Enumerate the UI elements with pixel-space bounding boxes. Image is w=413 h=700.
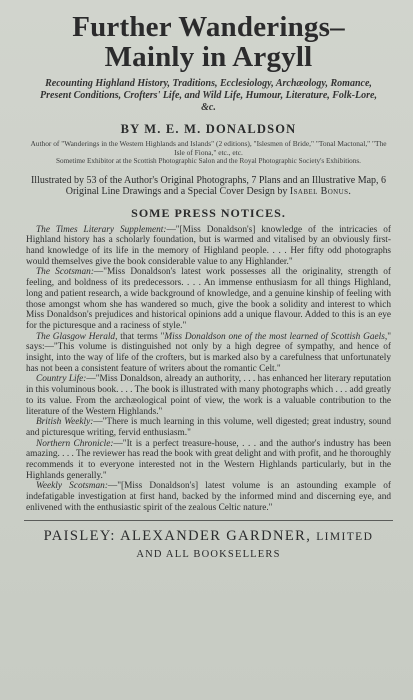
press-notices-heading: SOME PRESS NOTICES. (131, 205, 286, 220)
publisher-name: PAISLEY: ALEXANDER GARDNER, (43, 527, 312, 544)
notice-scotsman (26, 267, 391, 331)
notice-british-weekly (26, 417, 391, 438)
notice-quote: Miss Donaldson one of the most learned of Scottish Gaels, (164, 331, 388, 342)
notice-glasgow-herald (26, 332, 391, 375)
notice-northern-chronicle (26, 439, 391, 482)
notice-source: The Glasgow Herald, (36, 331, 118, 342)
divider-rule (24, 520, 393, 521)
notice-text: —"[Miss Donaldson's] knowledge of the intricacies of Highland history has a scholarly foundation, but is warmed and vitalised by an obviously first-hand knowledge of its life in the memory of Highland people. . . . Her fifty odd photographs would themselves give the book considerable value to any Highlander." (26, 224, 392, 267)
cover-designer: Isabel Bonus. (289, 186, 352, 198)
notice-text: " says:—"This volume is distinguished not only by a high degree of sympathy, and hence of insight, into the way of life of the crofters, but is marked also by a carefulness that unfortunately has not been a consistent feature of writers about the romantic Celt." (26, 331, 391, 374)
notice-country-life (26, 374, 391, 417)
publisher-line (26, 528, 391, 545)
notice-text: —"Miss Donaldson, already an authority, . . . has enhanced her literary reputation in this voluminous book. . . . The book is illustrated with many photographs which . . . add greatly to its value. From the archæological point of view, the work is a valuable contribution to the literature of the Western Highlands." (26, 374, 392, 417)
illustrations-text: Illustrated by 53 of the Author's Original Photographs, 7 Plans and an Illustrative Map, 6 Original Line Drawings and a Special Cover Design by (30, 174, 387, 198)
notice-source: Northern Chronicle: (36, 438, 114, 449)
press-notices (26, 225, 391, 514)
notice-source: Country Life: (36, 374, 87, 385)
illustrations-description (26, 175, 391, 198)
author-line: BY M. E. M. DONALDSON (120, 122, 297, 136)
author-credentials (26, 140, 391, 166)
notice-source: British Weekly: (36, 417, 94, 428)
title-line-2: Mainly in Argyll (104, 41, 313, 73)
notice-weekly-scotsman (26, 481, 391, 513)
notice-text: —"Miss Donaldson's latest work possesses all the originality, strength of feeling, and boldness of its predecessors. . . . An immense enthusiasm for all things Highland, long and patient research, a wide background of knowledge, and a genuine kinship of feeling with those amongst whom she has wandered so much, give the book a solidity and interest to which Miss Donaldson's prejudices and historical opinions add a unique flavour. Added to this is an eye for the picturesque and a raciness of style." (26, 267, 391, 331)
book-subtitle: Recounting Highland History, Traditions, Ecclesiology, Archæology, Romance, Present Conditions, Crofters' Life, and Wild Life, Humour, Literature, Folk-Lore, &c. (40, 78, 377, 113)
notice-times-literary-supplement (26, 225, 391, 268)
notice-source: Weekly Scotsman: (36, 481, 108, 492)
booksellers-line: AND ALL BOOKSELLERS (136, 548, 281, 560)
notice-text-before: that terms " (117, 331, 165, 342)
author-previous-works: Author of "Wanderings in the Western Highlands and Islands" (2 editions), "Islesmen of Bride," "Tonal Mactonal," "The Isle of Fiona," etc., etc. (30, 139, 387, 157)
notice-source: The Scotsman: (36, 267, 94, 278)
title-line-1: Further Wanderings– (72, 11, 345, 43)
author-exhibitions: Sometime Exhibitor at the Scottish Photographic Salon and the Royal Photographic Society's Exhibitions. (56, 157, 361, 166)
notice-text: —"It is a perfect treasure-house, . . . and the author's industry has been amazing. . . . The reviewer has read the book with great delight and with profit, and he thoroughly recommends it to everyone interested not in the Western Highlands particularly, but in the Highlands generally." (26, 438, 391, 481)
book-title (26, 12, 391, 72)
publisher-suffix: LIMITED (316, 530, 374, 543)
notice-text: —"There is much learning in this volume, well digested; great industry, sound and picturesque writing, fervid enthusiasm." (26, 417, 391, 438)
notice-text: —"[Miss Donaldson's] latest volume is an astounding example of indefatigable investigation at first hand, backed by the informed mind and discerning eye, and enlivened with the enthusiastic spirit of the zealous Celtic nature." (26, 481, 391, 513)
notice-source: The Times Literary Supplement: (36, 224, 167, 235)
